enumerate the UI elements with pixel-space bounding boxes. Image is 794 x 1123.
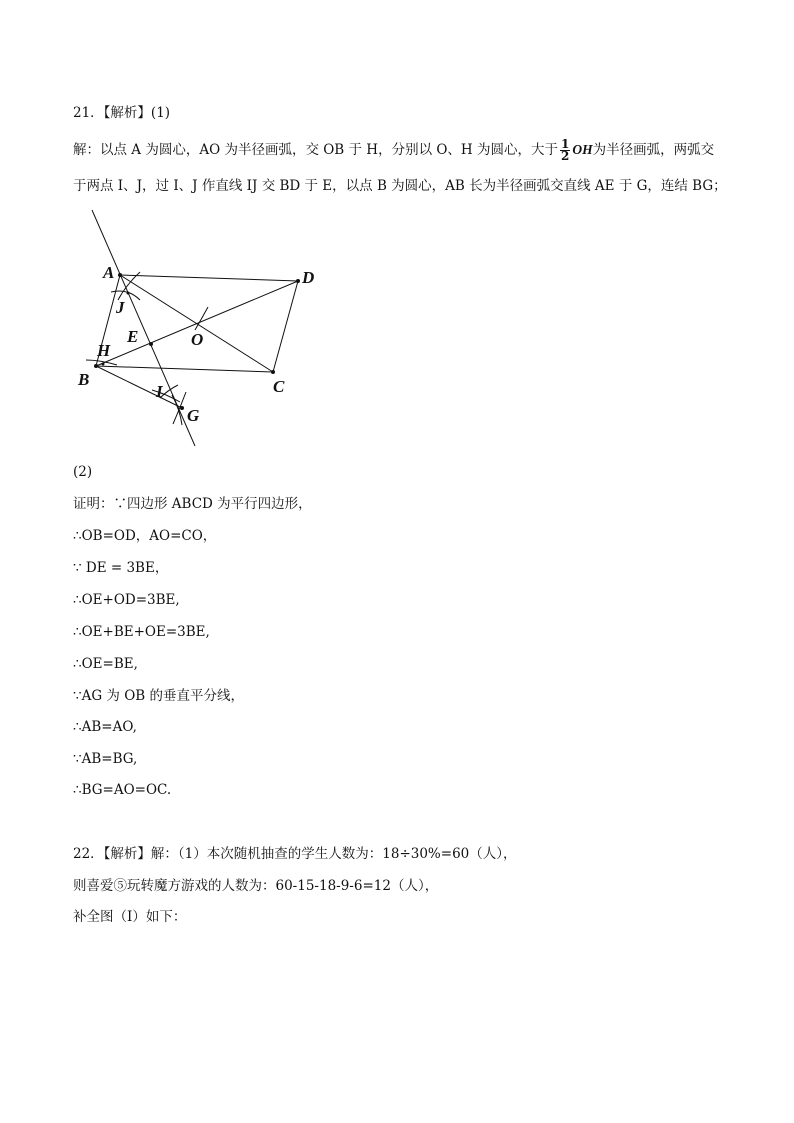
geometry-figure — [70, 205, 340, 450]
line-ag — [92, 210, 195, 446]
point-e — [149, 342, 153, 346]
proof-line: ∵ DE = 3BE， — [73, 560, 169, 576]
label-j: J — [116, 298, 125, 317]
q21-line1-post: 为半径画弧，两弧交 — [592, 142, 715, 158]
label-g: G — [187, 406, 200, 425]
proof-line: ∴OE+OD=3BE, — [73, 592, 180, 608]
point-h — [102, 363, 105, 366]
label-b: B — [78, 370, 90, 389]
proof-line: ∴OB=OD，AO=CO， — [73, 528, 217, 544]
label-i: I — [156, 382, 163, 401]
label-a: A — [103, 263, 115, 282]
segment-dc — [273, 281, 298, 372]
proof-line: 证明：∵四边形 ABCD 为平行四边形， — [73, 496, 312, 512]
fraction-one-half — [560, 139, 570, 162]
label-e: E — [127, 327, 139, 346]
q21-heading: 21．【解析】(1) — [73, 105, 171, 121]
fraction-denominator: 2 — [561, 149, 570, 163]
segment-ad — [120, 275, 298, 281]
fraction-numerator: 1 — [561, 137, 570, 151]
q21-part2: (2) — [73, 464, 93, 480]
point-a — [118, 273, 122, 277]
diagonal-bd — [96, 281, 298, 366]
arc-mark-g2 — [173, 392, 186, 424]
proof-line: ∵AB=BG, — [73, 751, 138, 767]
q21-line1 — [73, 139, 714, 162]
point-c — [271, 370, 275, 374]
q22-line1: 22．【解析】解：（1）本次随机抽查的学生人数为：18÷30%=60（人）， — [73, 846, 517, 862]
proof-line: ∴AB=AO, — [73, 719, 137, 735]
point-j — [127, 292, 130, 295]
q21-line2: 于两点 I、J，过 I、J 作直线 IJ 交 BD 于 E，以点 B 为圆心，AB 长为半径画弧交直线 AE 于 G，连结 BG； — [73, 178, 727, 194]
arc-mark-g1 — [172, 395, 182, 425]
point-d — [296, 279, 300, 283]
point-g — [180, 406, 184, 410]
fraction-variable: OH — [572, 142, 593, 157]
segment-bc — [96, 366, 273, 372]
label-c: C — [273, 377, 285, 396]
arc-mark-h — [86, 360, 117, 365]
label-d: D — [302, 268, 315, 287]
q22-line3: 补全图（I）如下： — [73, 909, 187, 925]
proof-line: ∴OE+BE+OE=3BE, — [73, 624, 210, 640]
proof-line: ∴OE=BE, — [73, 656, 138, 672]
q21-line1-pre: 解：以点 A 为圆心，AO 为半径画弧，交 OB 于 H，分别以 O、H 为圆心，大于 — [73, 142, 558, 158]
proof-line: ∴BG=AO=OC. — [73, 782, 172, 798]
label-h: H — [97, 341, 111, 360]
point-b — [94, 364, 98, 368]
proof-line: ∵AG 为 OB 的垂直平分线， — [73, 688, 244, 704]
label-o: O — [191, 330, 204, 349]
q22-line2: 则喜爱⑤玩转魔方游戏的人数为：60-15-18-9-6=12（人）， — [73, 878, 439, 894]
